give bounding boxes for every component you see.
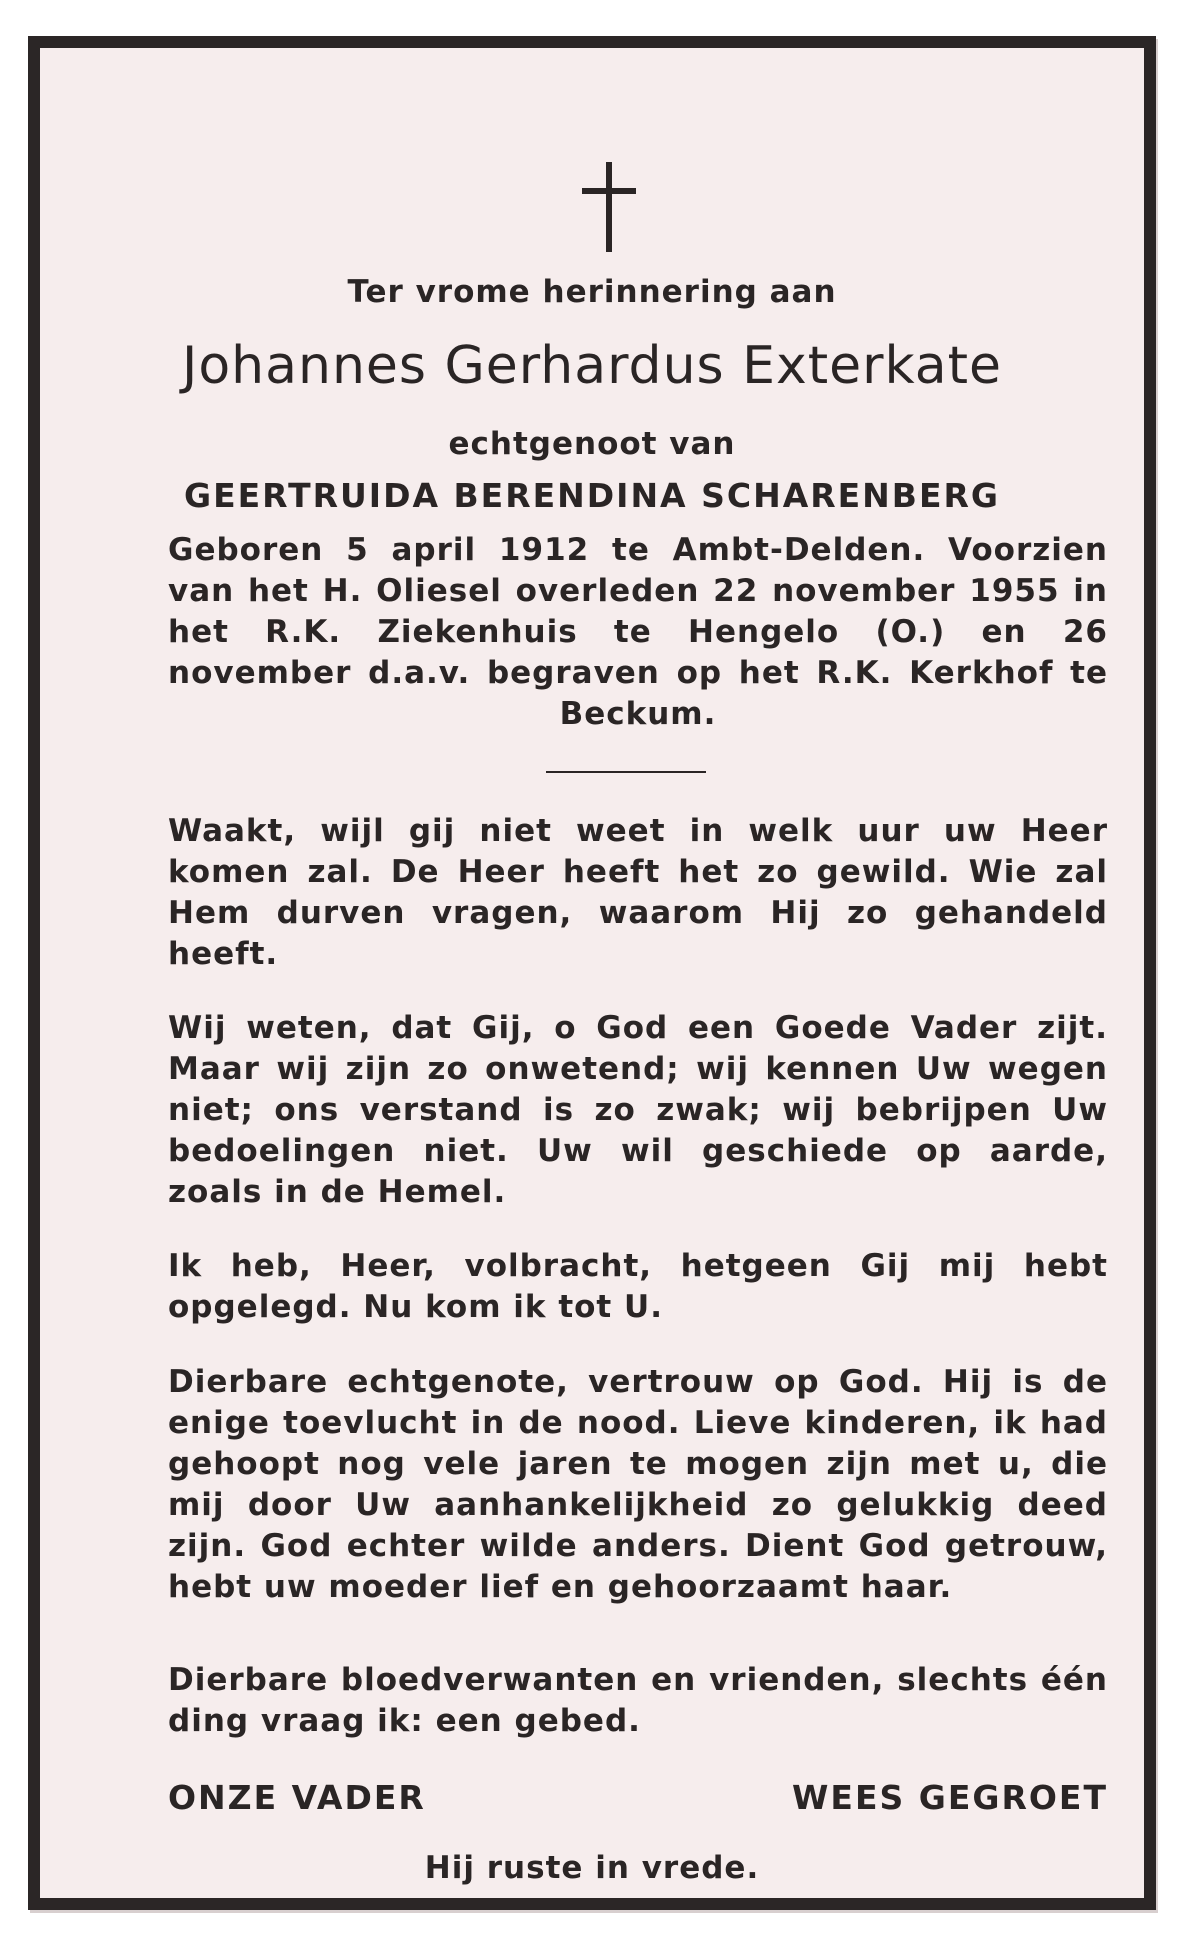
cross-icon	[582, 162, 636, 252]
prayers-row	[168, 1778, 1108, 1817]
biography: Geboren 5 april 1912 te Ambt-Delden. Voorzien van het H. Oliesel overleden 22 november 1955 in het R.K. Ziekenhuis te Hengelo (O.) en 26 november d.a.v. begraven op het R.K. Kerkhof te Beckum.	[168, 532, 1108, 732]
paragraph-2: Wij weten, dat Gij, o God een Goede Vader zijt. Maar wij zijn zo onwetend; wij kennen Uw wegen niet; ons verstand is zo zwak; wij bebrijpen Uw bedoelingen niet. Uw wil geschiede op aarde, zoals in de Hemel.	[168, 1010, 1108, 1210]
memorial-card	[28, 36, 1156, 1910]
card-content	[40, 48, 1144, 1898]
paragraph-1: Waakt, wijl gij niet weet in welk uur uw Heer komen zal. De Heer heeft het zo gewild. Wie zal Hem durven vragen, waarom Hij zo gehandeld heeft.	[168, 813, 1108, 972]
prayer-wees-gegroet: WEES GEGROET	[792, 1778, 1108, 1817]
paragraph-4: Dierbare echtgenote, vertrouw op God. Hij is de enige toevlucht in de nood. Lieve kinderen, ik had gehoopt nog vele jaren te mogen zijn met u, die mij door Uw aanhankelijkheid zo gelukkig deed zijn. God echter wilde anders. Dient God getrouw, hebt uw moeder lief en gehoorzaamt haar.	[168, 1364, 1108, 1605]
closing-text: Hij ruste in vrede.	[424, 1850, 760, 1886]
paragraph-3: Ik heb, Heer, volbracht, hetgeen Gij mij hebt opgelegd. Nu kom ik tot U.	[168, 1248, 1108, 1325]
spouse-label: echtgenoot van	[448, 426, 736, 462]
prayer-onze-vader: ONZE VADER	[168, 1778, 426, 1817]
intro-text: Ter vrome herinnering aan	[347, 274, 837, 310]
deceased-name: Johannes Gerhardus Exterkate	[182, 336, 1002, 396]
divider	[546, 771, 706, 773]
paragraph-5: Dierbare bloedverwanten en vrienden, slechts één ding vraag ik: een gebed.	[168, 1662, 1108, 1739]
spouse-name: GEERTRUIDA BERENDINA SCHARENBERG	[183, 476, 1000, 515]
